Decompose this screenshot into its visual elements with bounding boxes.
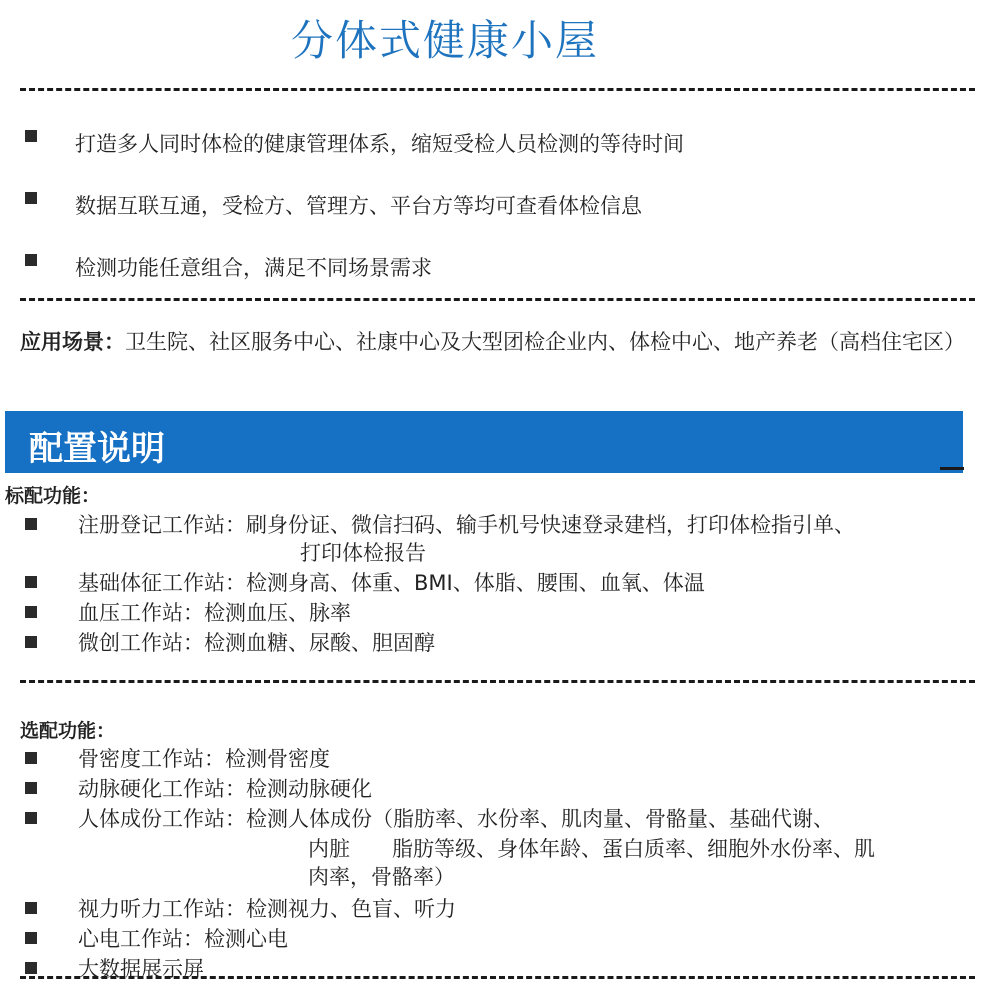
optional-label: 选配功能： [20,720,116,742]
square-bullet-icon [25,812,37,824]
standard-label: 标配功能： [5,485,101,507]
feature-text: 基础体征工作站：检测身高、体重、BMI、体脂、腰围、血氧、体温 [78,571,705,595]
application-scene [20,328,980,356]
square-bullet-icon [25,932,37,944]
feature-text: 注册登记工作站：刷身份证、微信扫码、输手机号快速登录建档，打印体检指引单、 [78,513,855,537]
square-bullet-icon [25,576,37,588]
square-bullet-icon [25,636,37,648]
scene-label: 应用场景： [20,330,125,354]
divider [20,680,975,683]
feature-text: 内脏 脂肪等级、身体年龄、蛋白质率、细胞外水份率、肌 [308,837,875,861]
highlight-text: 打造多人同时体检的健康管理体系，缩短受检人员检测的等待时间 [75,132,684,156]
feature-text: 微创工作站：检测血糖、尿酸、胆固醇 [78,631,435,655]
divider [20,88,975,91]
square-bullet-icon [25,192,37,204]
highlight-text: 数据互联互通，受检方、管理方、平台方等均可查看体检信息 [75,194,642,218]
square-bullet-icon [25,254,37,266]
feature-text: 肉率，骨骼率） [308,865,455,889]
feature-text: 动脉硬化工作站：检测动脉硬化 [78,777,372,801]
feature-text: 人体成份工作站：检测人体成份（脂肪率、水份率、肌肉量、骨骼量、基础代谢、 [78,807,834,831]
feature-text: 打印体检报告 [300,541,426,565]
feature-text: 大数据展示屏 [78,957,204,981]
square-bullet-icon [25,606,37,618]
page-title: 分体式健康小屋 [290,16,599,65]
feature-text: 心电工作站：检测心电 [78,927,288,951]
divider [20,298,975,301]
square-bullet-icon [25,962,37,974]
highlight-text: 检测功能任意组合，满足不同场景需求 [75,256,432,280]
square-bullet-icon [25,902,37,914]
square-bullet-icon [25,752,37,764]
square-bullet-icon [25,130,37,142]
feature-text: 血压工作站：检测血压、脉率 [78,601,351,625]
divider [940,467,964,470]
config-title: 配置说明 [29,429,165,469]
scene-text: 卫生院、社区服务中心、社康中心及大型团检企业内、体检中心、地产养老（高档住宅区） [125,330,965,354]
feature-text: 视力听力工作站：检测视力、色盲、听力 [78,897,456,921]
feature-text: 骨密度工作站：检测骨密度 [78,747,330,771]
square-bullet-icon [25,782,37,794]
config-banner [5,411,963,473]
square-bullet-icon [25,518,37,530]
divider [20,976,975,979]
